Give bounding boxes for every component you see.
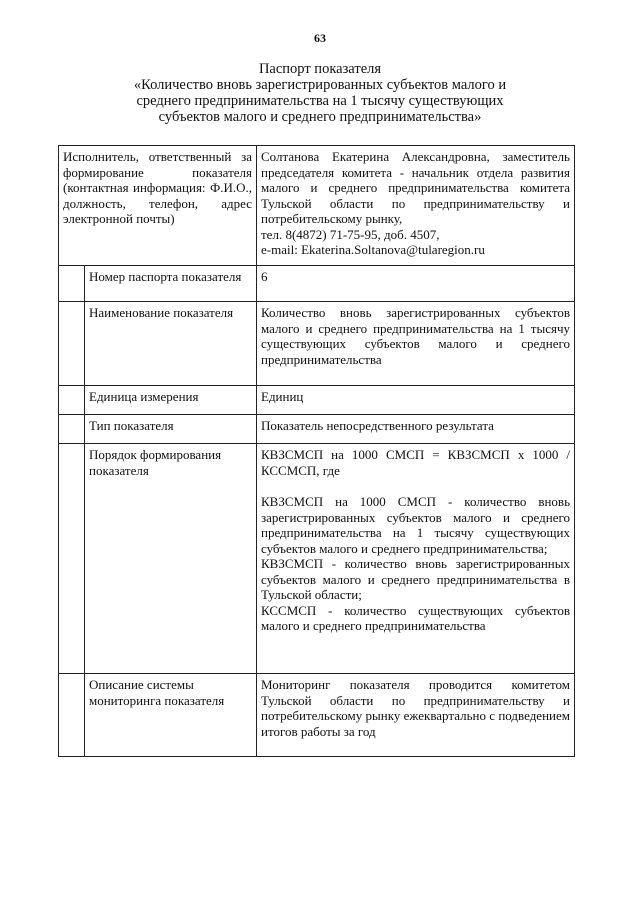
table-row [59,302,575,386]
indicator-type-value: Показатель непосредственного результата [257,415,575,444]
row-spacer-cell [59,415,85,444]
method-formula: КВЗСМСП на 1000 СМСП = КВЗСМСП х 1000 / КССМСП, где [261,447,570,478]
executor-name-text: Солтанова Екатерина Александровна, заместитель председателя комитета - начальник отдела развития малого и среднего предпринимательства комитета Тульской области по предпринимательству и потребительскому рынку, [261,149,570,226]
executor-value [257,146,575,266]
method-value [257,444,575,674]
table-row [59,415,575,444]
title-line-2: «Количество вновь зарегистрированных субъектов малого и [133,77,507,93]
passport-table [58,145,575,757]
table-row [59,444,575,674]
passport-number-label: Номер паспорта показателя [85,266,257,302]
row-spacer-cell [59,266,85,302]
indicator-type-label: Тип показателя [85,415,257,444]
table-row [59,266,575,302]
method-definition-2: КВЗСМСП - количество вновь зарегистрированных субъектов малого и среднего предпринимательства в Тульской области; [261,556,570,602]
table-row [59,146,575,266]
indicator-name-value: Количество вновь зарегистрированных субъектов малого и среднего предпринимательства на 1 тысячу существующих субъектов малого и среднего предпринимательства [257,302,575,386]
executor-phone: тел. 8(4872) 71-75-95, доб. 4507, [261,226,440,242]
table-row [59,674,575,757]
row-spacer-cell [59,444,85,674]
row-spacer-cell [59,386,85,415]
table-row [59,386,575,415]
unit-value: Единиц [257,386,575,415]
passport-number-value: 6 [257,266,575,302]
row-spacer-cell [59,674,85,757]
method-definition-3: КССМСП - количество существующих субъектов малого и среднего предпринимательства [261,602,570,633]
title-line-1: Паспорт показателя [258,61,382,77]
title-line-4: субъектов малого и среднего предпринимательства» [158,109,482,125]
monitoring-value: Мониторинг показателя проводится комитетом Тульской области по предпринимательству и потребительскому рынку ежеквартально с подведением итогов работы за год [257,674,575,757]
page-number: 63 [314,31,326,45]
indicator-name-label: Наименование показателя [85,302,257,386]
executor-label: Исполнитель, ответственный за формирование показателя (контактная информация: Ф.И.О., должность, телефон, адрес электронной почты) [59,146,257,266]
document-title [60,61,580,125]
unit-label: Единица измерения [85,386,257,415]
method-definition-1: КВЗСМСП на 1000 СМСП - количество вновь зарегистрированных субъектов малого и среднего предпринимательства на 1 тысячу существующих субъектов малого и среднего предпринимательства; [261,494,570,556]
monitoring-label: Описание системы мониторинга показателя [85,674,257,757]
row-spacer-cell [59,302,85,386]
method-label: Порядок формирования показателя [85,444,257,674]
title-line-3: среднего предпринимательства на 1 тысячу существующих [136,93,504,109]
executor-email: e-mail: Ekaterina.Soltanova@tularegion.ru [261,242,485,257]
